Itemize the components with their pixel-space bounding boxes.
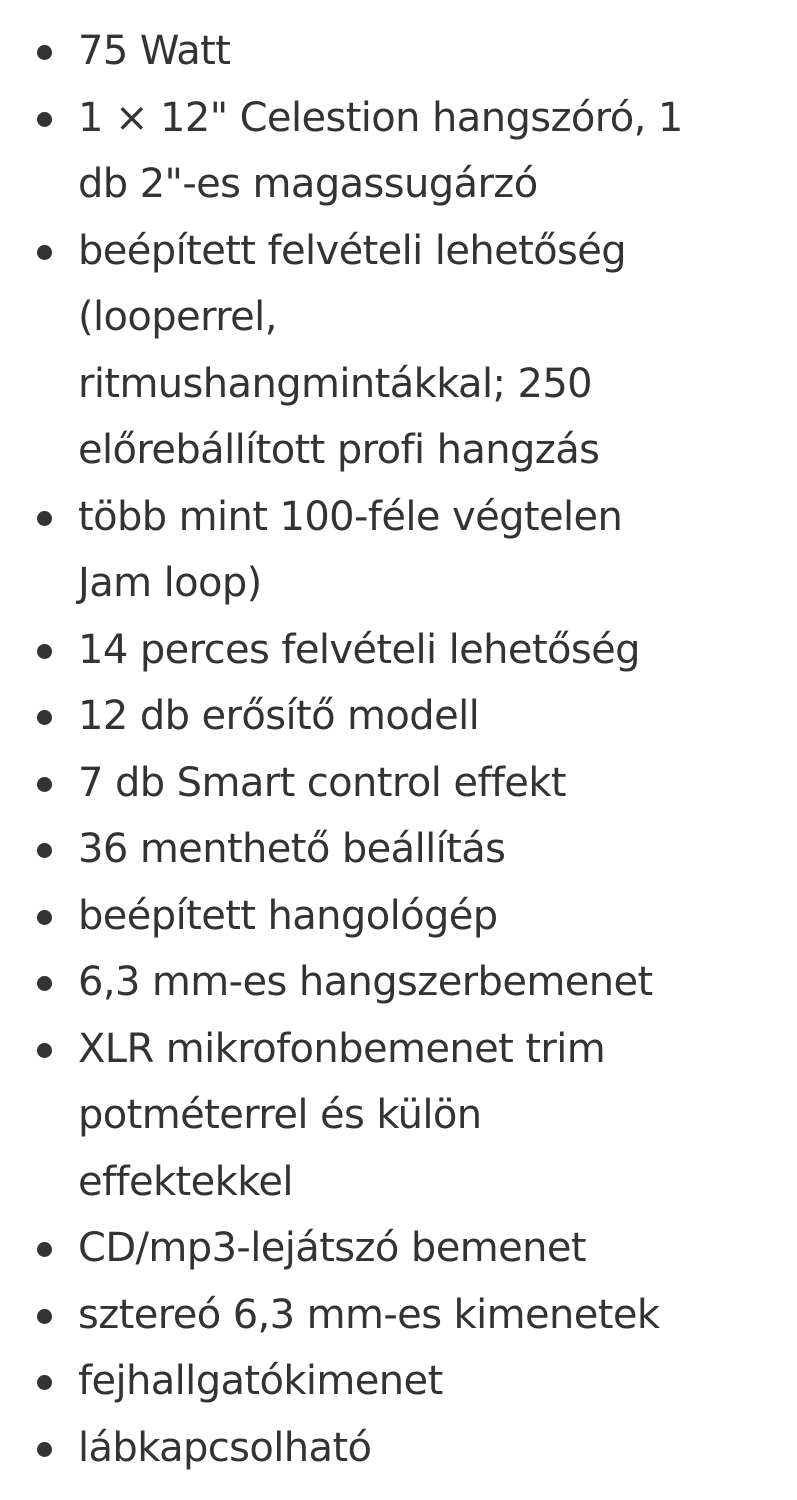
- feature-text-line: sztereó 6,3 mm-es kimenetek: [78, 1291, 660, 1338]
- feature-text-line: 6,3 mm-es hangszerbemenet: [78, 959, 653, 1005]
- feature-list-item: [0, 1016, 797, 1216]
- feature-text-line: fejhallgatókimenet: [78, 1358, 443, 1404]
- feature-text-line: lábkapcsolható: [78, 1424, 372, 1471]
- bullet-icon: [37, 644, 52, 659]
- bullet-icon: [37, 1442, 52, 1457]
- feature-list-item: [0, 18, 797, 85]
- bullet-icon: [37, 1375, 52, 1390]
- bullet-icon: [37, 45, 52, 60]
- feature-list-item: [0, 1348, 797, 1415]
- bullet-icon: [37, 710, 52, 725]
- feature-list-item: [0, 484, 797, 617]
- bullet-icon: [37, 910, 52, 925]
- feature-text-line: potméterrel és külön: [78, 1092, 482, 1138]
- feature-text-line: ritmushangmintákkal; 250: [78, 360, 593, 407]
- bullet-icon: [37, 777, 52, 792]
- feature-list-item: [0, 883, 797, 950]
- feature-list-item: [0, 85, 797, 218]
- bullet-icon: [37, 245, 52, 260]
- feature-text-line: 12 db erősítő modell: [78, 693, 480, 739]
- feature-text-line: 14 perces felvételi lehetőség: [78, 626, 640, 673]
- feature-text-line: 1 × 12" Celestion hangszóró, 1: [78, 94, 683, 141]
- feature-text-line: db 2"-es magassugárzó: [78, 161, 538, 207]
- bullet-icon: [37, 511, 52, 526]
- feature-text-line: XLR mikrofonbemenet trim: [78, 1025, 606, 1072]
- feature-list-item: [0, 816, 797, 883]
- feature-list-item: [0, 683, 797, 750]
- bullet-icon: [37, 1242, 52, 1257]
- feature-list-item: [0, 218, 797, 484]
- feature-text-line: beépített felvételi lehetőség: [78, 227, 627, 274]
- feature-list-item: [0, 1215, 797, 1282]
- feature-text-line: (looperrel,: [78, 294, 277, 340]
- bullet-icon: [37, 112, 52, 127]
- feature-list-item: [0, 617, 797, 684]
- feature-list-item: [0, 1415, 797, 1482]
- feature-text-line: több mint 100-féle végtelen: [78, 493, 623, 540]
- bullet-icon: [37, 1043, 52, 1058]
- feature-text-line: 75 Watt: [78, 28, 231, 74]
- feature-list-item: [0, 1282, 797, 1349]
- feature-text-line: 7 db Smart control effekt: [78, 759, 566, 806]
- feature-list-item: [0, 750, 797, 817]
- bullet-icon: [37, 1309, 52, 1324]
- feature-text-line: effektekkel: [78, 1158, 293, 1205]
- feature-text-line: beépített hangológép: [78, 892, 498, 939]
- feature-text-line: 36 menthető beállítás: [78, 826, 506, 872]
- feature-text-line: CD/mp3-lejátszó bemenet: [78, 1225, 586, 1271]
- bullet-icon: [37, 976, 52, 991]
- feature-list: [0, 18, 797, 1481]
- bullet-icon: [37, 843, 52, 858]
- feature-text-line: előrebállított profi hangzás: [78, 427, 600, 473]
- feature-text-line: Jam loop): [78, 560, 262, 606]
- feature-list-item: [0, 949, 797, 1016]
